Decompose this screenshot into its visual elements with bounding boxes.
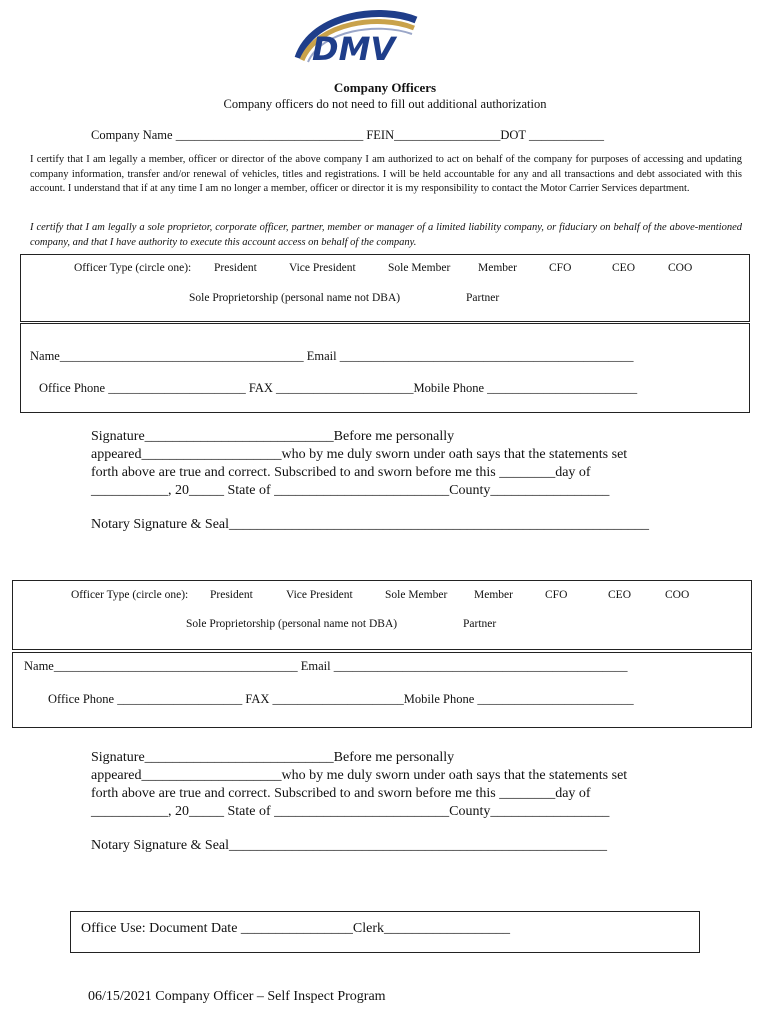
page-title: Company Officers: [333, 80, 437, 95]
option-president[interactable]: President: [210, 589, 253, 601]
option-president[interactable]: President: [214, 262, 257, 274]
option-vice-president[interactable]: Vice President: [289, 262, 356, 274]
notary-block-1: [91, 428, 627, 500]
option-member[interactable]: Member: [474, 589, 513, 601]
option-vice-president[interactable]: Vice President: [286, 589, 353, 601]
option-coo[interactable]: COO: [665, 589, 690, 601]
option-sole-proprietorship[interactable]: Sole Proprietorship (personal name not DBA): [189, 292, 401, 304]
officer-type-label: Officer Type (circle one):: [71, 589, 189, 601]
name-email-line-1[interactable]: Name_______________________________________ Email _______________________________________________: [30, 349, 634, 363]
page-footer: 06/15/2021 Company Officer – Self Inspect Program: [88, 989, 386, 1004]
company-info-line[interactable]: Company Name ______________________________ FEIN_________________DOT ____________: [91, 128, 604, 142]
dmv-logo-icon: [288, 8, 422, 66]
page-subtitle: Company officers do not need to fill out additional authorization: [223, 97, 547, 111]
contact-box-1: [20, 323, 750, 413]
phone-fax-line-2[interactable]: Office Phone ____________________ FAX _____________________Mobile Phone _________________________: [48, 692, 634, 706]
notary-line[interactable]: ___________, 20_____ State of _________________________County_________________: [91, 483, 610, 498]
phone-fax-line-1[interactable]: Office Phone ______________________ FAX ______________________Mobile Phone ________________________: [39, 381, 638, 395]
option-coo[interactable]: COO: [668, 262, 693, 274]
certification-paragraph: I certify that I am legally a member, officer or director of the above company I am authorized to act on behalf of the company for purposes of accessing and updating company information, transfer and/or renewal of vehicles, titles and registrations. I will be held accountable for any and all transactions and debt associated with this account. I understand that if at any time I am no longer a member, officer or director it is my responsibility to contact the Motor Carrier Services department.: [30, 154, 742, 194]
option-partner[interactable]: Partner: [463, 618, 497, 630]
authority-paragraph: I certify that I am legally a sole proprietor, corporate officer, partner, member or manager of a limited liability company, or fiduciary on behalf of the above-mentioned company, and that I have authority to execute this account access on behalf of the company.: [30, 222, 742, 248]
notary-line[interactable]: Signature___________________________Before me personally: [91, 429, 455, 444]
notary-line[interactable]: appeared____________________who by me duly sworn under oath says that the statements set: [91, 447, 628, 462]
notary-line[interactable]: forth above are true and correct. Subscribed to and sworn before me this ________day of: [91, 465, 591, 480]
option-ceo[interactable]: CEO: [608, 589, 631, 601]
dmv-logo: [288, 8, 422, 66]
notary-line[interactable]: Signature___________________________Before me personally: [91, 750, 455, 765]
notary-block-2: [91, 749, 627, 821]
notary-seal-line-2[interactable]: Notary Signature & Seal______________________________________________________: [91, 838, 608, 853]
option-sole-member[interactable]: Sole Member: [385, 589, 448, 601]
option-member[interactable]: Member: [478, 262, 517, 274]
option-partner[interactable]: Partner: [466, 292, 500, 304]
name-email-line-2[interactable]: Name_______________________________________ Email _______________________________________________: [24, 659, 628, 673]
option-sole-member[interactable]: Sole Member: [388, 262, 451, 274]
option-sole-proprietorship[interactable]: Sole Proprietorship (personal name not DBA): [186, 618, 398, 630]
notary-seal-line-1[interactable]: Notary Signature & Seal____________________________________________________________: [91, 517, 650, 532]
office-use-line[interactable]: Office Use: Document Date ________________Clerk__________________: [81, 921, 511, 936]
notary-line[interactable]: appeared____________________who by me duly sworn under oath says that the statements set: [91, 768, 628, 783]
option-ceo[interactable]: CEO: [612, 262, 635, 274]
officer-type-label: Officer Type (circle one):: [74, 262, 192, 274]
notary-line[interactable]: ___________, 20_____ State of _________________________County_________________: [91, 804, 610, 819]
notary-line[interactable]: forth above are true and correct. Subscribed to and sworn before me this ________day of: [91, 786, 591, 801]
option-cfo[interactable]: CFO: [549, 262, 572, 274]
logo-text: DMV: [312, 30, 396, 66]
option-cfo[interactable]: CFO: [545, 589, 568, 601]
